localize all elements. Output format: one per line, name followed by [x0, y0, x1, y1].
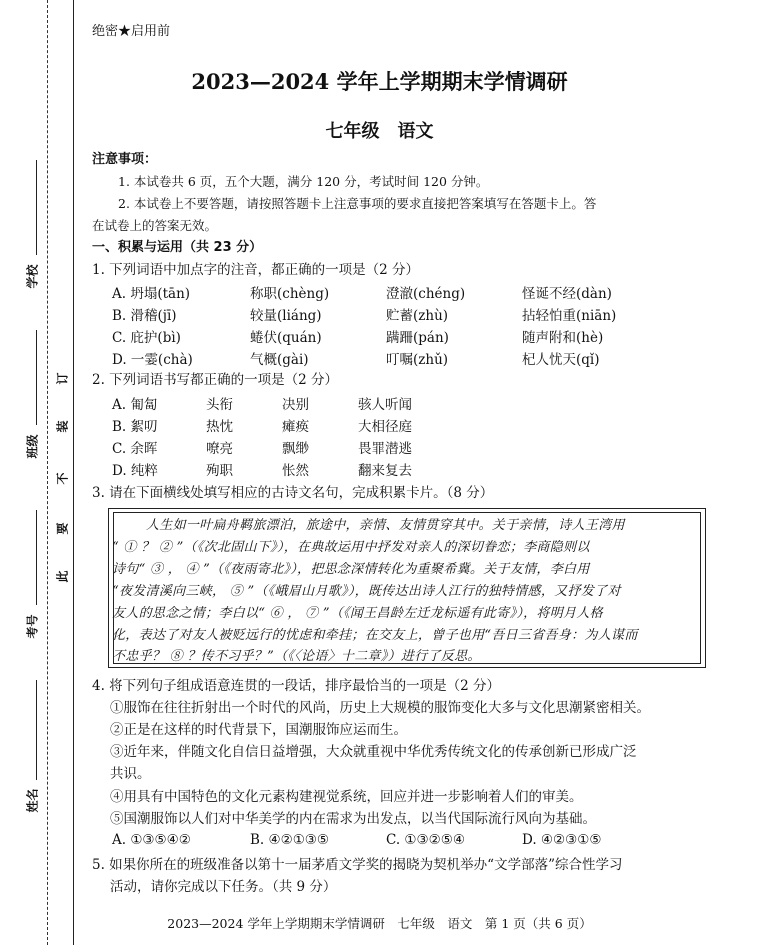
q4-sentence-2: ②正是在这样的时代背景下，国潮服饰应运而生。: [110, 722, 407, 738]
q2-option: A. 匍匐: [112, 397, 158, 413]
q2-option: 决别: [282, 397, 309, 413]
notes-title: 注意事项：: [92, 152, 158, 167]
school-field-line: [36, 160, 37, 255]
q1-option: 拈轻怕重(niān): [522, 308, 617, 324]
exam-no-field-line: [36, 510, 37, 605]
q1-option: 气概(gài): [250, 352, 309, 368]
q4-sentence-3-cont: 共识。: [110, 766, 151, 782]
q2-option: 嘹亮: [206, 441, 233, 457]
q4-option: A. ①③⑤④②: [112, 832, 191, 848]
confidential-mark: 绝密★启用前: [92, 24, 171, 39]
section-heading: 一、积累与运用（共 23 分）: [92, 240, 263, 255]
q2-option: 热忱: [206, 419, 233, 435]
q4-option: B. ④②①③⑤: [250, 832, 330, 848]
q4-sentence-4: ④用具有中国特色的文化元素构建视觉系统，回应并进一步影响着人们的审美。: [110, 789, 583, 805]
q1-option: 蹒跚(pán): [386, 330, 449, 346]
note-1: 1. 本试卷共 6 页，五个大题，满分 120 分，考试时间 120 分钟。: [118, 174, 489, 189]
q1-option: D. 一霎(chà): [112, 352, 193, 368]
q1-option: 叮嘱(zhǔ): [386, 352, 449, 368]
q1-option: 称职(chèng): [250, 286, 330, 302]
seal-char: 此: [55, 570, 70, 583]
question-2-stem: 2. 下列词语书写都正确的一项是（2 分）: [92, 372, 339, 388]
q2-option: 怅然: [282, 463, 309, 479]
card-line: “夜发清溪向三峡， ⑤ ”（《峨眉山月歌》），既传达出诗人江行的独特情感，又抒发了对: [112, 584, 621, 599]
q1-option: A. 坍塌(tān): [112, 286, 191, 302]
question-5-stem-cont: 活动，请你完成以下任务。（共 9 分）: [110, 879, 337, 895]
q1-option: 蜷伏(quán): [250, 330, 322, 346]
q2-option: 头衔: [206, 397, 233, 413]
name-label: 姓名: [25, 788, 40, 813]
question-4-stem: 4. 将下列句子组成语意连贯的一段话，排序最恰当的一项是（2 分）: [92, 678, 501, 694]
note-2: 2. 本试卷上不要答题，请按照答题卡上注意事项的要求直接把答案填写在答题卡上。答: [118, 196, 597, 211]
q4-option: D. ④②③①⑤: [522, 832, 602, 848]
q2-option: 瘫痪: [282, 419, 309, 435]
card-line: “ ① ？ ② ”（《次北固山下》），在典故运用中抒发对亲人的深切眷恋；李商隐则以: [112, 540, 590, 555]
seal-char: 装: [55, 420, 70, 433]
q1-option: 澄澈(chéng): [386, 286, 466, 302]
question-5-stem: 5. 如果你所在的班级准备以第十一届茅盾文学奖的揭晓为契机举办“文学部落”综合性学习: [92, 857, 623, 873]
q2-option: 飘缈: [282, 441, 309, 457]
question-3-stem: 3. 请在下面横线处填写相应的古诗文名句，完成积累卡片。（8 分）: [92, 485, 494, 501]
seal-char: 订: [55, 372, 70, 385]
page-footer: 2023—2024 学年上学期期末学情调研 七年级 语文 第 1 页（共 6 页）: [167, 916, 592, 931]
school-label: 学校: [25, 264, 40, 289]
q2-option: C. 余晖: [112, 441, 158, 457]
card-line: 友人的思念之情；李白以“ ⑥ ， ⑦ ”（《闻王昌龄左迁龙标遥有此寄》），将明月人格: [112, 606, 603, 621]
q4-sentence-1: ①服饰在往往折射出一个时代的风尚，历史上大规模的服饰变化大多与文化思潮紧密相关。: [110, 700, 650, 716]
q2-option: 大相径庭: [358, 419, 412, 435]
grade-subject: 七年级 语文: [325, 121, 434, 142]
q4-sentence-3: ③近年来，伴随文化自信日益增强，大众就重视中华优秀传统文化的传承创新已形成广泛: [110, 744, 637, 760]
name-field-line: [36, 680, 37, 780]
class-field-line: [36, 330, 37, 425]
card-line: 化，表达了对友人被贬远行的忧虑和牵挂；在交友上，曾子也用“吾日三省吾身：为人谋而: [112, 628, 638, 643]
exam-no-label: 考号: [25, 614, 40, 639]
q1-option: C. 庇护(bì): [112, 330, 181, 346]
card-line: 诗句“ ③ ， ④ ”（《夜雨寄北》），把思念深情转化为重聚希冀。关于友情，李白用: [112, 562, 590, 577]
note-2-cont: 在试卷上的答案无效。: [92, 218, 218, 233]
q1-option: 较量(liáng): [250, 308, 322, 324]
q1-option: 怪诞不经(dàn): [522, 286, 612, 302]
seal-char: 不: [55, 472, 70, 485]
q1-option: B. 滑稽(jī): [112, 308, 177, 324]
q1-option: 杞人忧天(qǐ): [522, 352, 600, 368]
card-line: 不忠乎？ ⑧ ？传不习乎？”（《〈论语〉十二章》）进行了反思。: [112, 649, 481, 664]
q1-option: 随声附和(hè): [522, 330, 604, 346]
seal-char: 要: [55, 522, 70, 535]
q2-option: 殉职: [206, 463, 233, 479]
q4-sentence-5: ⑤国潮服饰以人们对中华美学的内在需求为出发点，以当代国际流行风向为基础。: [110, 811, 596, 827]
class-label: 班级: [25, 434, 40, 459]
exam-title: 2023—2024 学年上学期期末学情调研: [191, 69, 568, 94]
q2-option: 畏罪潜逃: [358, 441, 412, 457]
card-line: 人生如一叶扁舟羁旅漂泊，旅途中，亲情、友情贯穿其中。关于亲情，诗人王湾用: [146, 518, 625, 533]
q2-option: D. 纯粹: [112, 463, 158, 479]
q2-option: 翻来复去: [358, 463, 412, 479]
q2-option: B. 絮叨: [112, 419, 158, 435]
q1-option: 贮蓄(zhù): [386, 308, 449, 324]
q4-option: C. ①③②⑤④: [386, 832, 465, 848]
question-1-stem: 1. 下列词语中加点字的注音，都正确的一项是（2 分）: [92, 262, 420, 278]
q2-option: 骇人听闻: [358, 397, 412, 413]
